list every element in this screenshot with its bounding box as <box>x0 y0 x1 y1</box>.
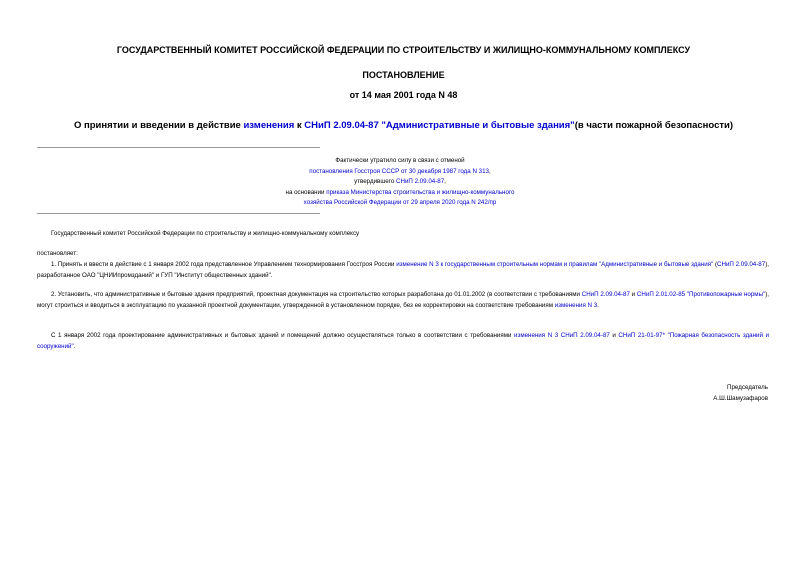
status-note-line-4 <box>150 188 650 199</box>
title-prefix: О принятии и введении в действие <box>73 120 244 131</box>
link-fire-norms[interactable]: СНиП 2.01.02-85 "Противопожарные нормы" <box>636 291 766 298</box>
title-link-snip[interactable]: СНиП 2.09.04-87 "Административные и бытовые здания" <box>304 120 575 131</box>
resolves-paragraph: постановляет: <box>37 250 78 257</box>
divider-top <box>37 147 320 148</box>
status-note-line-5 <box>150 198 650 209</box>
item-2-paragraph <box>37 290 769 311</box>
link-gosstroy-resolution[interactable]: постановления Госстроя СССР от 30 декабря 1987 года N 313 <box>309 167 489 175</box>
item-3-mid: и <box>609 332 619 339</box>
status-note-line-4-prefix: на основании <box>285 188 327 196</box>
title-middle: к <box>294 120 305 131</box>
link-fire-safety-snip[interactable]: СНиП 21-01-97* "Пожарная безопасность зданий и сооружений" <box>37 332 769 350</box>
signature-name: А.Ш.Шамузафаров <box>713 394 768 402</box>
item-3-paragraph <box>37 331 769 352</box>
item-2-suffix: . <box>597 301 599 309</box>
link-snip-item-2[interactable]: СНиП 2.09.04-87 <box>581 291 630 298</box>
committee-paragraph: Государственный комитет Российской Федерации по строительству и жилищно-коммунальному комплексу <box>51 230 360 237</box>
status-note-line-3-suffix: , <box>444 178 446 185</box>
document-title <box>0 120 807 131</box>
item-2-mid-1: и <box>629 291 637 298</box>
status-note-line-1: Фактически утратило силу в связи с отменой <box>335 157 465 164</box>
status-note <box>150 156 650 209</box>
status-note-line-3-prefix: утвердившего <box>354 178 397 185</box>
link-snip-item-1[interactable]: СНиП 2.09.04-87 <box>717 261 766 268</box>
committee-heading: ГОСУДАРСТВЕННЫЙ КОМИТЕТ РОССИЙСКОЙ ФЕДЕРАЦИИ ПО СТРОИТЕЛЬСТВУ И ЖИЛИЩНО-КОММУНАЛЬНОМУ КОМПЛЕКСУ <box>116 45 691 55</box>
link-amendment-3-item-2[interactable]: изменения N 3 <box>554 301 598 309</box>
signature-title: Председатель <box>727 384 768 391</box>
document-type-heading: ПОСТАНОВЛЕНИЕ <box>362 70 445 80</box>
status-note-line-3 <box>150 177 650 188</box>
title-suffix: (в части пожарной безопасности) <box>574 120 734 131</box>
signature-block <box>713 383 768 404</box>
divider-bottom <box>37 213 320 214</box>
link-amendment-3-snip[interactable]: изменения N 3 СНиП 2.09.04-87 <box>514 332 610 339</box>
item-1-mid: ( <box>713 261 718 268</box>
item-3-suffix: . <box>73 342 76 350</box>
item-3-prefix: С 1 января 2002 года проектирование административных и бытовых зданий и помещений должно осуществляться только в соответствии с требованиями <box>51 332 515 339</box>
item-1-paragraph <box>37 260 769 281</box>
item-2-prefix: 2. Установить, что административные и бытовые здания предприятий, проектная документация на строительство которых разработана до 01.01.2002 (в соответствии с требованиями <box>51 291 582 298</box>
link-amendment-3[interactable]: изменение N 3 к государственным строительным нормам и правилам "Административные и бытовые здания" <box>396 261 714 268</box>
link-snip-status[interactable]: СНиП 2.09.04-87 <box>396 178 445 185</box>
item-1-suffix: ), разработанное ОАО "ЦНИИпромзданий" и ГУП "Институт общественных зданий". <box>37 261 769 279</box>
title-link-amendment[interactable]: изменения <box>243 120 295 131</box>
link-ministry-order[interactable]: приказа Министерства строительства и жилищно-коммунального <box>326 188 515 196</box>
link-ministry-order-cont[interactable]: хозяйства Российской Федерации от 29 апреля 2020 года N 242/пр <box>303 199 497 206</box>
item-1-prefix: 1. Принять и ввести в действие с 1 января 2002 года представленное Управлением технормирования Госстроя России <box>51 261 397 268</box>
status-note-line-2 <box>150 167 650 178</box>
status-note-line-2-suffix: , <box>488 167 491 175</box>
item-2-mid-2: ), могут строиться и вводиться в эксплуатацию по указанной проектной документации, утвержденной в установленном порядке, без ее корректировки на соответствие требованиям <box>37 291 769 309</box>
date-number-heading: от 14 мая 2001 года N 48 <box>349 90 458 100</box>
